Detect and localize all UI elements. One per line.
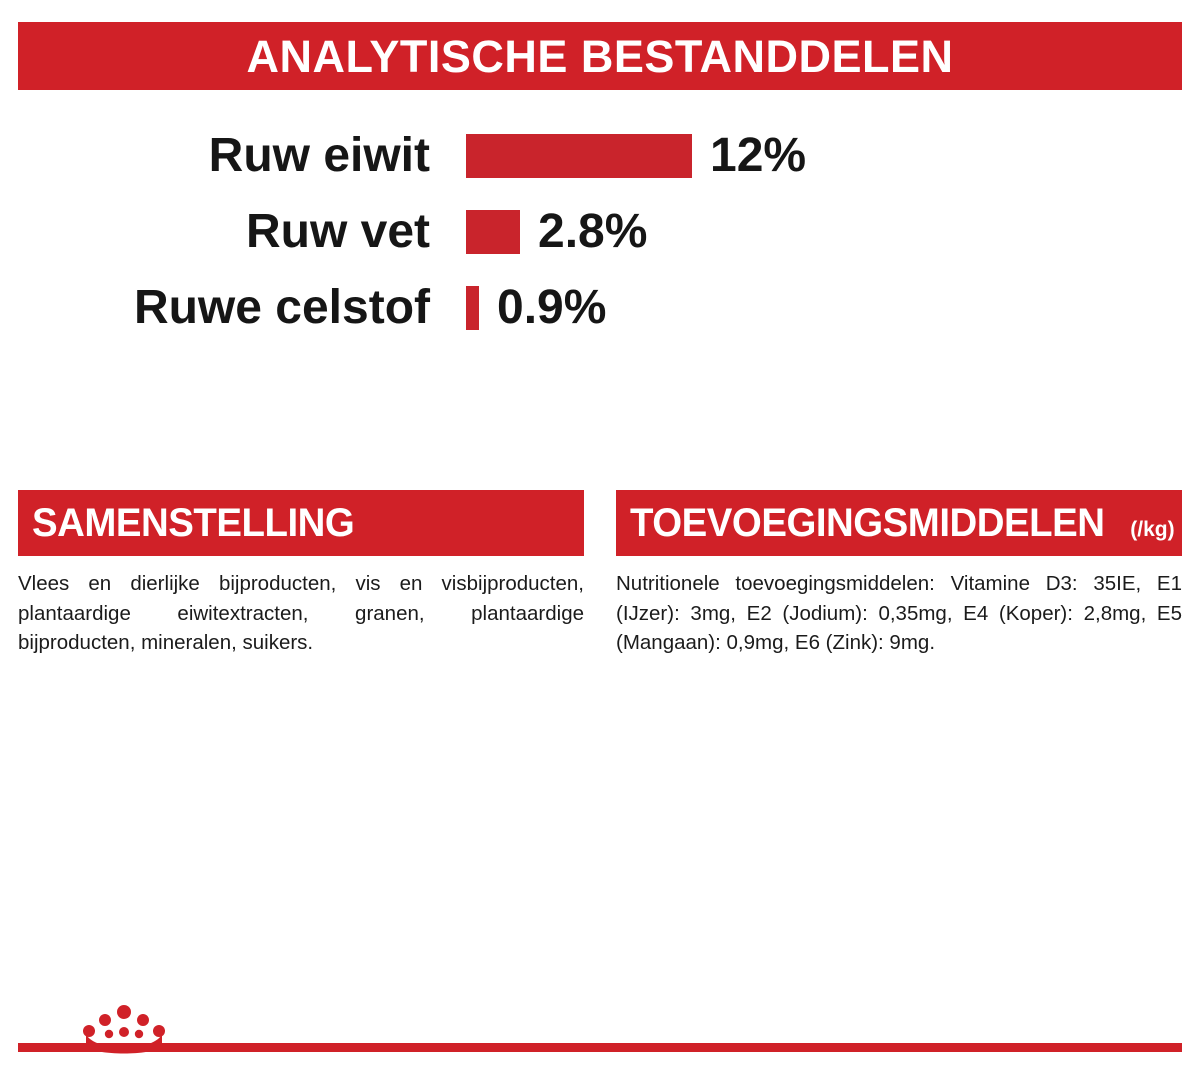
nutrient-value: 0.9% xyxy=(497,281,607,334)
analytical-banner xyxy=(18,22,1182,90)
nutrient-row xyxy=(18,270,1182,346)
additives-banner xyxy=(616,490,1182,556)
additives-body-text: Nutritionele toevoegingsmiddelen: Vitamine D3: 35IE, E1 (IJzer): 3mg, E2 (Jodium): 0,35mg, E4 (Koper): 2,8mg, E5 (Mangaan): 0,9mg, E6 (Zink): 9mg. xyxy=(616,572,1182,655)
composition-body-text: Vlees en dierlijke bijproducten, vis en visbijproducten, plantaardige eiwitextracten, granen, plantaardige bijproducten, mineralen, suikers. xyxy=(18,572,584,655)
nutrient-bar xyxy=(466,134,692,178)
nutrient-bar xyxy=(466,286,479,330)
nutrient-bar-group xyxy=(466,129,807,182)
composition-section xyxy=(18,490,584,658)
detail-columns xyxy=(18,490,1182,658)
additives-banner-unit: (/kg) xyxy=(1130,517,1175,541)
additives-banner-title: TOEVOEGINGSMIDDELEN xyxy=(630,501,1105,545)
nutrient-row xyxy=(18,194,1182,270)
nutrient-value: 2.8% xyxy=(538,205,648,258)
analytical-banner-title: ANALYTISCHE BESTANDDELEN xyxy=(246,30,954,82)
nutrient-bar-group xyxy=(466,205,648,258)
analytical-bar-chart xyxy=(18,118,1182,346)
nutrient-row xyxy=(18,118,1182,194)
nutrient-value: 12% xyxy=(710,129,807,182)
composition-banner xyxy=(18,490,584,556)
footer-rule xyxy=(18,1043,1182,1052)
nutrient-bar xyxy=(466,210,520,254)
nutrient-label: Ruw vet xyxy=(245,205,430,258)
additives-section xyxy=(616,490,1182,658)
nutrient-label: Ruw eiwit xyxy=(208,129,430,182)
nutrient-bar-group xyxy=(466,281,607,334)
composition-banner-title: SAMENSTELLING xyxy=(32,501,355,545)
nutrient-label: Ruwe celstof xyxy=(133,281,430,334)
